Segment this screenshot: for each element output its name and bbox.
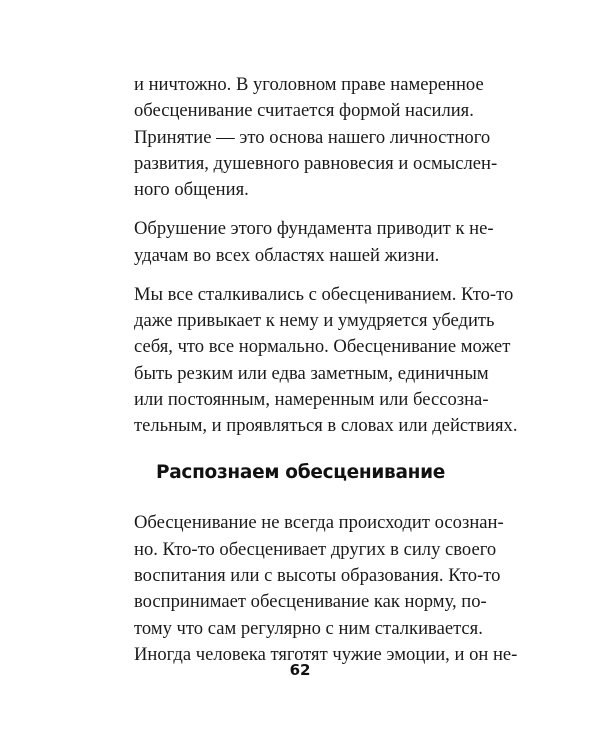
text-line: обесценивание считается формой насилия. — [134, 100, 474, 122]
text-line: и ничтожно. В уголовном праве намеренное — [134, 74, 484, 95]
text-line: Обрушение этого фундамента приводит к не- — [134, 218, 494, 240]
page-number: 62 — [289, 661, 311, 679]
text-column — [134, 72, 518, 681]
text-line: быть резким или едва заметным, единичным — [134, 362, 489, 384]
paragraph — [134, 510, 518, 668]
text-line: воспитания или с высоты образования. Кто-то — [134, 565, 501, 587]
text-line: тому что сам регулярно с ним сталкивается. — [134, 617, 483, 639]
text-line: даже привыкает к нему и умудряется убедить — [134, 309, 495, 331]
section-heading: Распознаем обесценивание — [155, 462, 446, 484]
text-line: развития, душевного равновесия и осмыслен- — [134, 152, 498, 174]
text-line: воспринимает обесценивание как норму, по- — [134, 591, 487, 613]
text-line: Иногда человека тяготят чужие эмоции, и он не- — [134, 643, 518, 665]
text-line: Мы все сталкивались с обесцениванием. Кто-то — [134, 283, 514, 305]
paragraph — [134, 216, 494, 269]
text-line: себя, что все нормально. Обесценивание может — [134, 336, 511, 358]
text-line: Принятие — это основа нашего личностного — [134, 126, 491, 148]
text-line: или постоянным, намеренным или бессозна- — [134, 388, 489, 410]
paragraph — [134, 282, 518, 440]
text-line: Обесценивание не всегда происходит осознан- — [134, 512, 504, 534]
text-line: тельным, и проявляться в словах или действиях. — [134, 415, 518, 437]
text-line: удачам во всех областях нашей жизни. — [134, 244, 440, 266]
text-line: но. Кто-то обесценивает других в силу своего — [134, 538, 497, 560]
text-line: ного общения. — [134, 179, 249, 201]
paragraph — [134, 72, 498, 203]
